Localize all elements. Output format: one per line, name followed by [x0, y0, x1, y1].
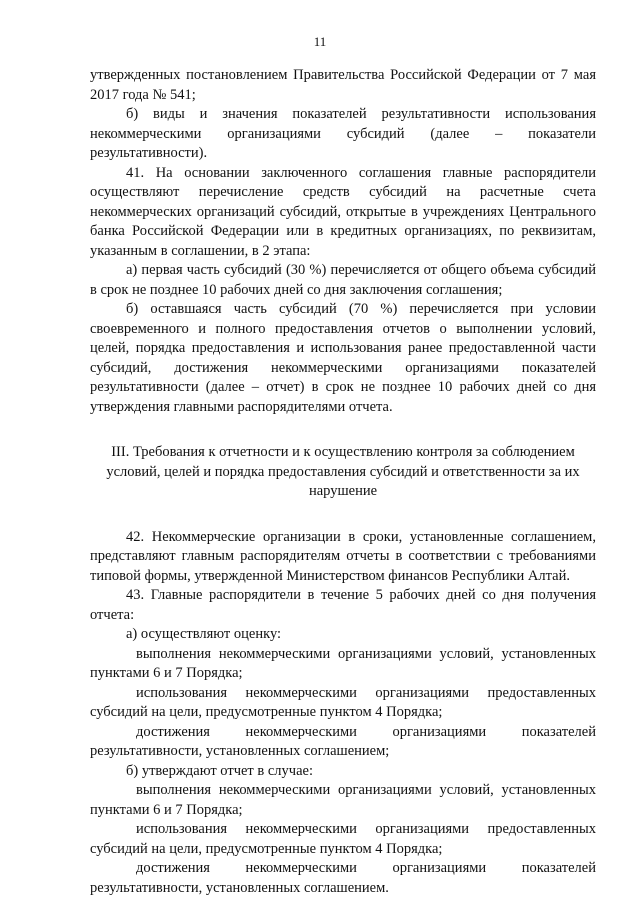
paragraph-continuation: утвержденных постановлением Правительства Российской Федерации от 7 мая 2017 года № 541; [90, 67, 596, 103]
list-item: использования некоммерческими организациями предоставленных субсидий на цели, предусмотренные пунктом 4 Порядка; [90, 821, 596, 857]
list-item: достижения некоммерческими организациями показателей результативности, установленных соглашением. [90, 860, 596, 896]
list-item: выполнения некоммерческими организациями условий, установленных пунктами 6 и 7 Порядка; [90, 782, 596, 818]
list-item: достижения некоммерческими организациями показателей результативности, установленных соглашением; [90, 723, 596, 759]
paragraph-item-b: б) виды и значения показателей результативности использования некоммерческими организациями субсидий (далее – показатели результативности). [90, 106, 596, 161]
document-body [90, 66, 596, 898]
paragraph-43-b: б) утверждают отчет в случае: [126, 762, 313, 779]
paragraph-41-a: а) первая часть субсидий (30 %) перечисляется от общего объема субсидий в срок не позднее 10 рабочих дней со дня заключения соглашения; [90, 262, 596, 298]
paragraph-43: 43. Главные распорядители в течение 5 рабочих дней со дня получения отчета: [90, 587, 596, 623]
page-number: 11 [313, 34, 327, 49]
list-item: выполнения некоммерческими организациями условий, установленных пунктами 6 и 7 Порядка; [90, 645, 596, 681]
paragraph-41-b: б) оставшаяся часть субсидий (70 %) перечисляется при условии своевременного и полного предоставления отчетов о выполнении условий, целей, порядка предоставления и использования ранее предоставленной части субсидий, достижения некоммерческими организациями показателей результативности (далее – отчет) в срок не позднее 10 рабочих дней со дня утверждения главными распорядителями отчета. [90, 301, 596, 415]
paragraph-41: 41. На основании заключенного соглашения главные распорядители осуществляют перечисление средств субсидий на расчетные счета некоммерческих организаций субсидий, открытые в учреждениях Центрального банка Российской Федерации или в кредитных организациях, по реквизитам, указанным в соглашении, в 2 этапа: [90, 164, 596, 259]
paragraph-42: 42. Некоммерческие организации в сроки, установленные соглашением, представляют главным распорядителям отчеты в соответствии с требованиями типовой формы, утвержденной Министерством финансов Республики Алтай. [90, 528, 596, 584]
section-heading: III. Требования к отчетности и к осуществлению контроля за соблюдением условий, целей и порядка предоставления субсидий и ответственности за их нарушение [106, 444, 580, 499]
paragraph-43-a: а) осуществляют оценку: [126, 626, 282, 642]
list-item: использования некоммерческими организациями предоставленных субсидий на цели, предусмотренные пунктом 4 Порядка; [90, 684, 596, 720]
